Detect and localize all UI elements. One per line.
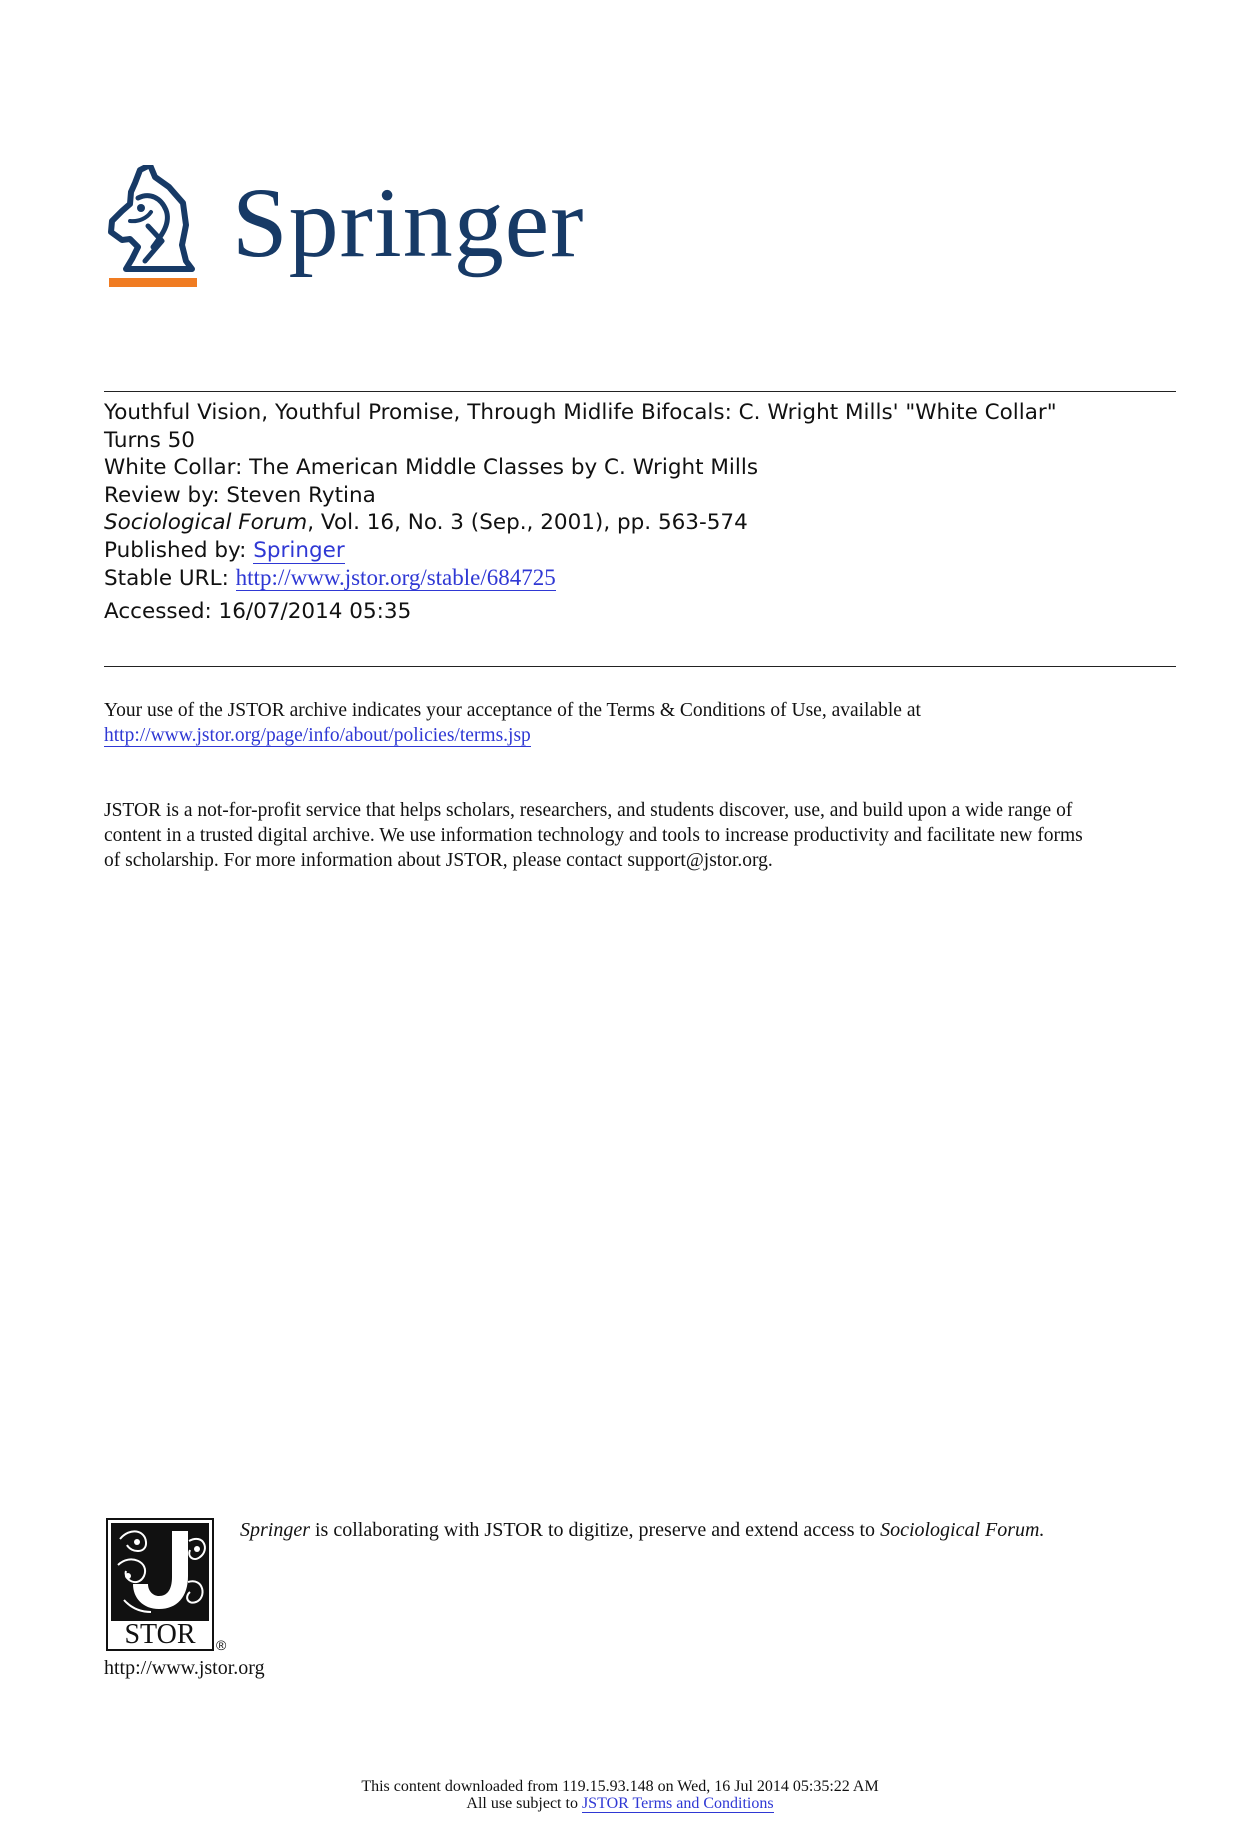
download-prefix: All use subject to bbox=[466, 1795, 582, 1812]
reviewed-work: White Collar: The American Middle Classes by C. Wright Mills bbox=[104, 455, 759, 480]
article-title-line-1: Youthful Vision, Youthful Promise, Through Midlife Bifocals: C. Wright Mills' "White Collar" bbox=[104, 400, 1057, 425]
jstor-logo-letters: STOR bbox=[124, 1619, 196, 1650]
bottom-divider bbox=[104, 666, 1176, 667]
jstor-terms-link[interactable]: JSTOR Terms and Conditions bbox=[581, 1795, 774, 1812]
download-line-1: This content downloaded from 119.15.93.148 on Wed, 16 Jul 2014 05:35:22 AM bbox=[361, 1778, 879, 1795]
review-author: Review by: Steven Rytina bbox=[104, 482, 376, 508]
collaboration-publisher: Springer bbox=[240, 1519, 310, 1541]
jstor-ornate-j-icon bbox=[106, 1518, 214, 1651]
about-line-1: JSTOR is a not-for-profit service that helps scholars, researchers, and students discover, use, and build upon a wide range of bbox=[104, 800, 1073, 821]
top-divider bbox=[104, 391, 1176, 392]
article-title-line-2: Turns 50 bbox=[104, 427, 195, 453]
journal-citation bbox=[104, 509, 1176, 537]
stable-url-link[interactable]: http://www.jstor.org/stable/684725 bbox=[235, 565, 556, 590]
jstor-home-url[interactable]: http://www.jstor.org bbox=[104, 1657, 265, 1679]
registered-mark: ® bbox=[216, 1637, 227, 1653]
published-by-label: Published by: bbox=[104, 537, 254, 563]
about-line-3: of scholarship. For more information about JSTOR, please contact support@jstor.org. bbox=[104, 850, 773, 871]
terms-notice bbox=[104, 698, 1184, 748]
knight-horse-icon bbox=[104, 165, 204, 291]
terms-text: Your use of the JSTOR archive indicates your acceptance of the Terms & Conditions of Use, available at bbox=[104, 700, 921, 721]
about-line-2: content in a trusted digital archive. We use information technology and tools to increase productivity and facilitate new forms bbox=[104, 825, 1083, 846]
journal-details: , Vol. 16, No. 3 (Sep., 2001), pp. 563-574 bbox=[307, 510, 748, 535]
stable-url-line bbox=[104, 564, 1176, 593]
citation-block bbox=[104, 399, 1176, 625]
terms-link[interactable]: http://www.jstor.org/page/info/about/policies/terms.jsp bbox=[104, 725, 531, 746]
jstor-about bbox=[104, 798, 1184, 873]
accessed-date: Accessed: 16/07/2014 05:35 bbox=[104, 598, 412, 624]
collaboration-statement bbox=[240, 1517, 1160, 1543]
download-notice bbox=[0, 1778, 1240, 1812]
stable-url-label: Stable URL: bbox=[104, 566, 236, 591]
collaboration-journal: Sociological Forum. bbox=[880, 1519, 1045, 1541]
springer-logo bbox=[104, 165, 585, 295]
publisher-link[interactable]: Springer bbox=[253, 537, 345, 563]
publisher-line bbox=[104, 537, 1176, 565]
springer-wordmark: Springer bbox=[232, 167, 585, 278]
download-line-2 bbox=[0, 1795, 1240, 1812]
collaboration-middle: is collaborating with JSTOR to digitize, preserve and extend access to bbox=[310, 1519, 881, 1541]
journal-title: Sociological Forum bbox=[104, 510, 308, 535]
